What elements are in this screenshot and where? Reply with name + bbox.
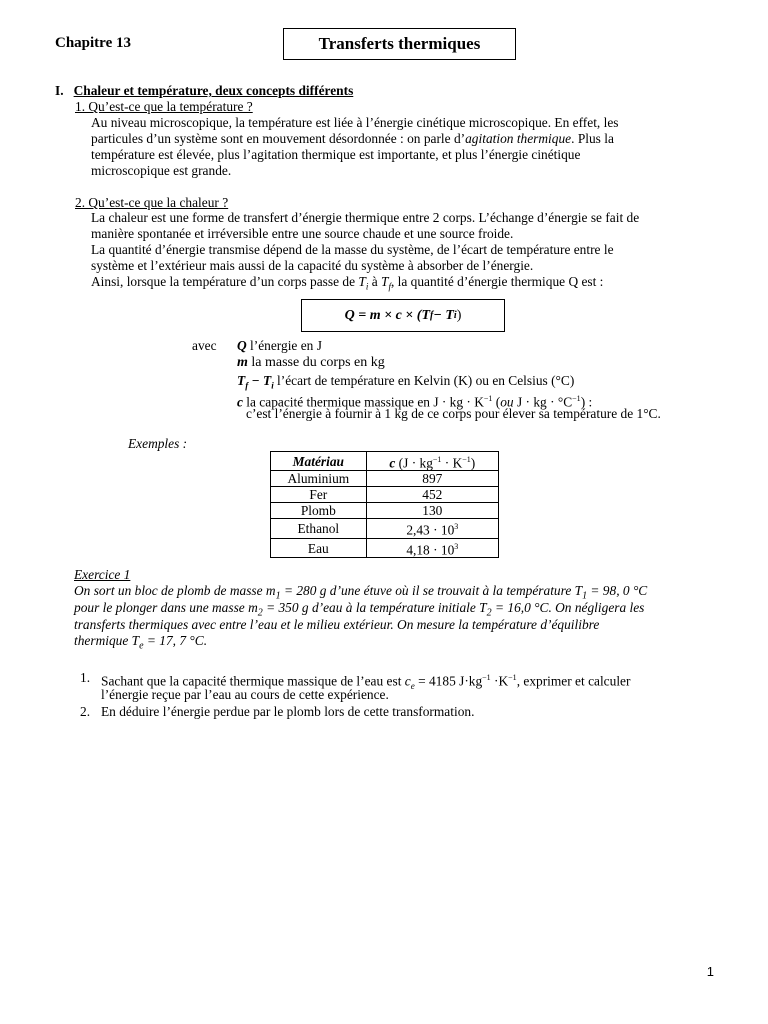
formula-part-2: − T: [433, 307, 454, 323]
var-c-text-a: la capacité thermique massique en J · kg · K: [242, 394, 484, 410]
q1-line-4: microscopique est grande.: [91, 163, 232, 178]
var-m-symbol: m: [237, 355, 248, 370]
var-q: [237, 338, 322, 354]
ex-q1-exp1: −1: [482, 673, 491, 682]
exercise-q2: En déduire l’énergie perdue par le plomb lors de cette transformation.: [101, 704, 475, 719]
q1-line-2: [91, 131, 614, 147]
value-cell: 130: [366, 503, 498, 519]
var-c-ou: ou: [500, 394, 514, 410]
q2-line-1: La chaleur est une forme de transfert d’énergie thermique entre 2 corps. L’échange d’énergie se fait de: [91, 210, 640, 225]
value-cell: 897: [366, 471, 498, 487]
page-title-text: Transferts thermiques: [318, 34, 481, 53]
ex-q1b: = 4185 J·kg: [414, 673, 483, 689]
ainsi-text-a: Ainsi, lorsque la température d’un corps passe de: [91, 274, 359, 289]
ainsi-text-c: , la quantité d’énergie thermique Q est :: [390, 274, 604, 289]
q1-line-2b: . Plus la: [571, 131, 614, 146]
material-cell: Ethanol: [271, 519, 367, 538]
value-exp: 3: [454, 522, 459, 532]
ex-q1-ce-sub: e: [410, 681, 415, 692]
formula-end: ): [456, 307, 462, 323]
ainsi-text-b: à: [368, 274, 381, 289]
q1-heading-text: 1. Qu’est-ce que la température ?: [75, 99, 253, 114]
ex-q1-exp2: −1: [508, 673, 517, 682]
q1-line-2a: particules d’un système sont en mouvement désordonnée : on parle d’: [91, 131, 466, 146]
value-cell: [366, 519, 498, 538]
col-c-exp1: −1: [432, 455, 442, 464]
table-row: [271, 538, 499, 557]
ex-l4-sub: e: [139, 640, 144, 652]
value-cell: 452: [366, 487, 498, 503]
col-c-symbol: c: [389, 455, 396, 471]
col-c-exp2: −1: [462, 455, 471, 464]
col-c-unit-b: · K: [441, 455, 463, 471]
exercise-line-4: [74, 633, 207, 655]
exercise-q1-number: 1.: [80, 670, 91, 685]
table-header-row: [271, 452, 499, 471]
section-title: Chaleur et température, deux concepts différents: [73, 83, 354, 98]
section-heading: [55, 83, 353, 99]
table-row: [271, 503, 499, 519]
material-cell: Aluminium: [271, 471, 367, 487]
ainsi-ti: T: [358, 274, 366, 289]
var-t-symbol: T: [237, 373, 246, 388]
exercise-title: Exercice 1: [74, 567, 131, 582]
var-c-text-b: (: [492, 394, 501, 410]
ex-l4a: thermique T: [74, 633, 140, 648]
var-c-exp2: −1: [572, 394, 581, 403]
page-number: 1: [706, 964, 714, 979]
chapter-label: Chapitre 13: [55, 35, 131, 51]
ex-l1-sub1: 1: [275, 590, 281, 602]
q1-line-1: Au niveau microscopique, la température est liée à l’énergie cinétique microscopique. En effet, les: [91, 115, 619, 130]
value-mantissa: 4,18 · 10: [406, 542, 455, 558]
ex-l1-sub2: 1: [582, 590, 588, 602]
var-m-text: la masse du corps en kg: [247, 355, 385, 370]
var-t-mid: − T: [248, 373, 272, 388]
ainsi-ti-sub: i: [365, 281, 369, 292]
q1-line-3: température est élevée, plus l’agitation thermique est importante, et plus l’énergie cinétique: [91, 147, 581, 162]
var-q-text: l’énergie en J: [246, 338, 322, 353]
var-c-text-d: ) :: [580, 394, 593, 410]
var-c-definition: c’est l’énergie à fournir à 1 kg de ce corps pour élever sa température de 1°C.: [246, 406, 661, 421]
var-c-text-c: J · kg · °C: [513, 394, 573, 410]
var-c-symbol: c: [237, 394, 243, 410]
ex-l2-sub1: 2: [257, 607, 263, 619]
col-c-unit-end: ): [470, 455, 476, 471]
ex-l2b: = 350 g d’eau à la température initiale T: [262, 600, 487, 615]
q2-line-2: manière spontanée et irréversible entre une source chaude et une source froide.: [91, 226, 514, 241]
var-t-text: l’écart de température en Kelvin (K) ou en Celsius (°C): [273, 373, 575, 388]
material-cell: Eau: [271, 538, 367, 557]
ainsi-tf-sub: f: [388, 281, 391, 292]
ex-l2a: pour le plonger dans une masse m: [74, 600, 258, 615]
col-material-header: Matériau: [271, 452, 367, 471]
ex-q1a: Sachant que la capacité thermique massique de l’eau est: [101, 673, 405, 689]
formula-sub-i: i: [453, 310, 457, 321]
ex-q1-ce: c: [404, 673, 411, 689]
table-row: [271, 471, 499, 487]
q1-agitation-term: agitation thermique: [465, 131, 572, 146]
q2-heading: [75, 195, 228, 211]
ex-l1b: = 280 g d’une étuve où il se trouvait à la température T: [280, 583, 583, 598]
heat-formula-box: [301, 299, 505, 332]
value-mantissa: 2,43 · 10: [406, 522, 455, 538]
material-cell: Plomb: [271, 503, 367, 519]
table-row: [271, 487, 499, 503]
ex-l1c: = 98, 0 °C: [587, 583, 648, 598]
ex-l2-sub2: 2: [486, 607, 492, 619]
q1-heading: [75, 99, 253, 115]
table-row: [271, 519, 499, 538]
q2-heading-text: 2. Qu’est-ce que la chaleur ?: [75, 195, 229, 210]
q2-line-3: La quantité d’énergie transmise dépend de la masse du système, de l’écart de température entre le: [91, 242, 614, 257]
value-exp: 3: [454, 541, 459, 551]
exercise-q1-line-2: l’énergie reçue par l’eau au cours de cette expérience.: [101, 687, 389, 702]
ex-q1d: , exprimer et calculer: [516, 673, 631, 689]
value-cell: [366, 538, 498, 557]
var-c-exp1: −1: [483, 394, 493, 403]
heat-capacity-table: [270, 451, 499, 558]
var-t-sub-f: f: [245, 380, 249, 391]
ex-l2c: = 16,0 °C. On négligera les: [491, 600, 645, 615]
col-c-header: [366, 452, 498, 471]
ex-q1c: ·K: [490, 673, 509, 689]
section-number: I.: [55, 83, 64, 98]
ex-l4b: = 17, 7 °C.: [143, 633, 208, 648]
var-q-symbol: Q: [237, 338, 247, 353]
var-m: [237, 355, 385, 371]
ex-l1a: On sort un bloc de plomb de masse m: [74, 583, 276, 598]
page-title: [283, 28, 516, 60]
formula-part-1: Q = m × c × (T: [344, 307, 431, 323]
ainsi-tf: T: [380, 274, 389, 289]
var-t-sub-i: i: [271, 380, 274, 391]
q2-line-4: système et l’extérieur mais aussi de la capacité du système à absorber de l’énergie.: [91, 258, 534, 273]
q2-line-5: [91, 274, 603, 295]
exercise-q2-number: 2.: [80, 704, 91, 719]
material-cell: Fer: [271, 487, 367, 503]
avec-label: avec: [192, 338, 217, 353]
col-c-unit-a: (J · kg: [395, 455, 433, 471]
formula-sub-f: f: [430, 310, 434, 321]
exercise-line-3: transferts thermiques avec entre l’eau et le milieu extérieur. On mesure la température d’équilibre: [74, 617, 600, 632]
examples-label: Exemples :: [128, 436, 188, 451]
